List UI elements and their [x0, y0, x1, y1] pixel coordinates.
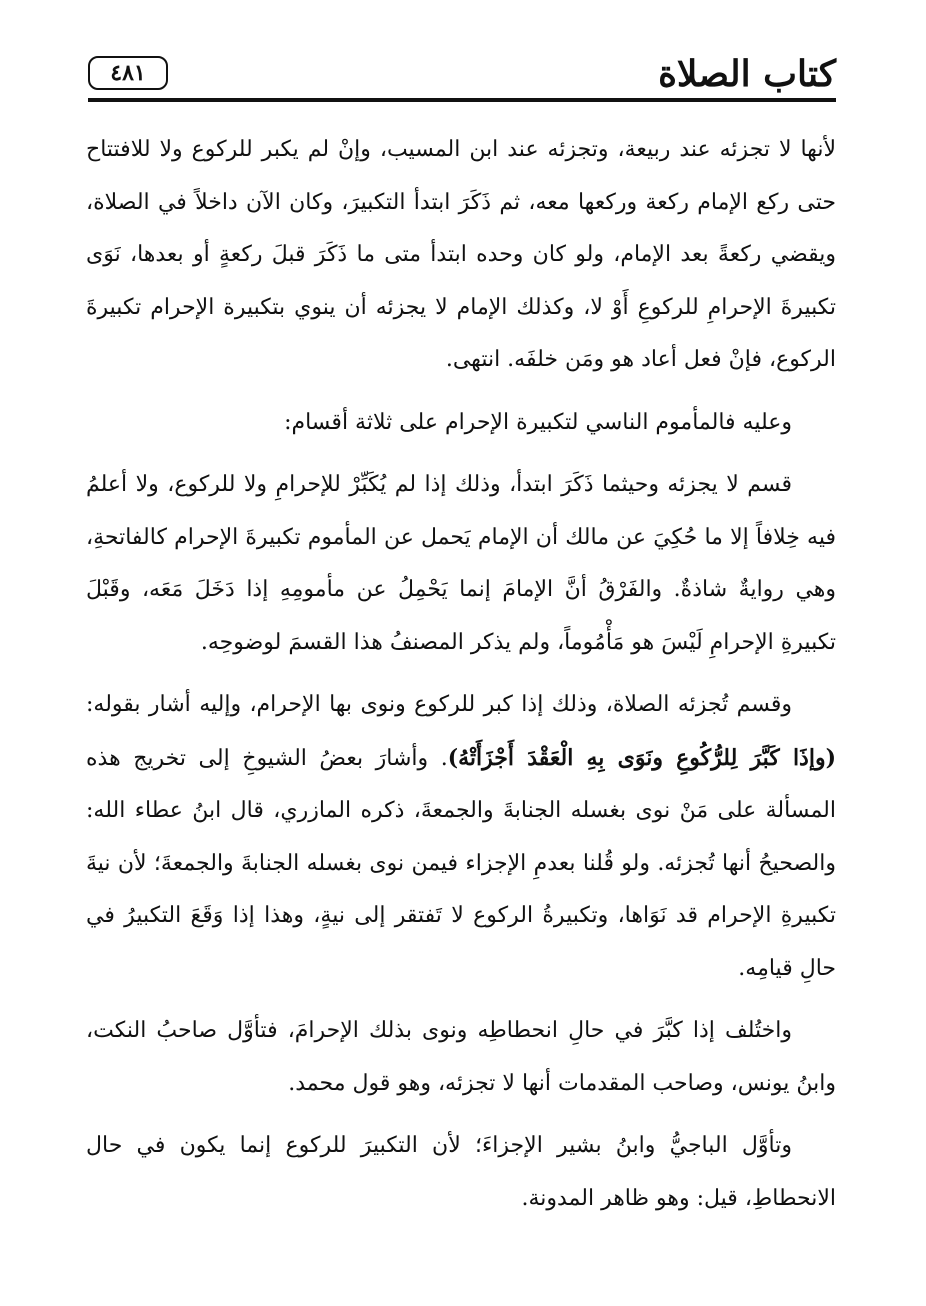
paragraph: وتأوَّل الباجيُّ وابنُ بشير الإجزاءَ؛ لأن التكبيرَ للركوع إنما يكون في حال الانحطاطِ، قيل: وهو ظاهر المدونة.	[86, 1133, 836, 1211]
matn-quote: (وإذَا كَبَّرَ لِلرُّكُوعِ ونَوَى بِهِ الْعَقْدَ أَجْزَأَتْهُ)	[447, 744, 836, 771]
page-number: ٤٨١	[88, 56, 168, 90]
page-header	[88, 52, 836, 108]
paragraph: واختُلف إذا كبَّرَ في حالِ انحطاطِه ونوى بذلك الإحرامَ، فتأوَّل صاحبُ النكت، وابنُ يونس، وصاحب المقدمات أنها لا تجزئه، وهو قول محمد.	[86, 1018, 836, 1096]
paragraph: وعليه فالمأموم الناسي لتكبيرة الإحرام على ثلاثة أقسام:	[284, 409, 792, 435]
paragraph-text: وقسم تُجزئه الصلاة، وذلك إذا كبر للركوع ونوى بها الإحرام، وإليه أشار بقوله:	[86, 692, 792, 717]
paragraph: قسم لا يجزئه وحيثما ذَكَرَ ابتدأ، وذلك إذا لم يُكَبِّرْ للإحرامِ ولا للركوع، ولا أعلمُ فيه خِلافاً إلا ما حُكِيَ عن مالك أن الإمام يَحمل عن المأموم تكبيرةَ الإحرام كالفاتحةِ، وهي روايةٌ شاذةٌ. والفَرْقُ أنَّ الإمامَ إنما يَحْمِلُ عن مأمومِهِ إذا دَخَلَ مَعَه، وقَبْلَ تكبيرةِ الإحرامِ لَيْسَ هو مَأْمُوماً، ولم يذكر المصنفُ هذا القسمَ لوضوحِه.	[86, 472, 836, 655]
header-divider	[88, 98, 836, 102]
paragraph-text: . وأشارَ بعضُ الشيوخِ إلى تخريج هذه المسألة على مَنْ نوى بغسله الجنابةَ والجمعةَ، ذكره المازري، قال ابنُ عطاء الله: والصحيحُ أنها تُجزئه. ولو قُلنا بعدمِ الإجزاء فيمن نوى بغسله الجنابةَ والجمعةَ؛ لأن نيةَ تكبيرةِ الإحرام قد نَوَاها، وتكبيرةُ الركوع لا تَفتقر إلى نيةٍ، وهذا إذا وَقَعَ التكبيرُ في حالِ قيامِه.	[86, 745, 836, 981]
paragraph: لأنها لا تجزئه عند ربيعة، وتجزئه عند ابن المسيب، وإنْ لم يكبر للركوع ولا للافتتاح حتى ركع الإمام ركعة وركعها معه، ثم ذَكَرَ ابتدأ التكبيرَ، وكان الآن داخلاً في الصلاة، ويقضي ركعةً بعد الإمام، ولو كان وحده ابتدأ متى ما ذَكَرَ قبلَ ركعةٍ أو بعدها، نَوَى تكبيرةَ الإحرامِ للركوعِ أَوْ لا، وكذلك الإمام لا يجزئه أن ينوي بتكبيرة الإحرام تكبيرةَ الركوع، فإنْ فعل أعاد هو ومَن خلفَه. انتهى.	[86, 137, 836, 372]
running-title: كتاب الصلاة	[658, 53, 836, 95]
paragraph	[86, 679, 836, 995]
main-text	[86, 124, 836, 1235]
